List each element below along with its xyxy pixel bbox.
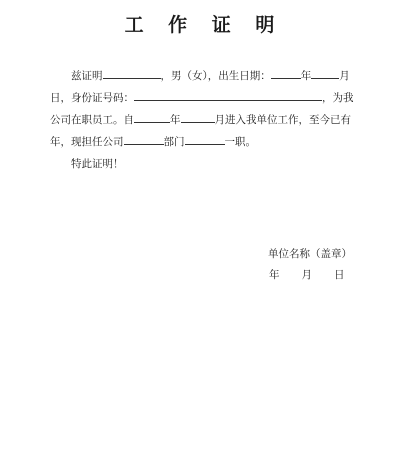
signature-date	[269, 264, 345, 286]
birth-month-blank	[311, 67, 339, 79]
employee-text: 公司在职员工。自	[50, 114, 134, 126]
body-line-3	[50, 109, 360, 131]
birth-year-blank	[271, 67, 301, 79]
position-blank	[185, 133, 225, 145]
sign-month-label: 月	[301, 269, 312, 281]
closing-line	[50, 153, 360, 175]
unit-name-label: 单位名称（盖章）	[268, 248, 352, 260]
id-label: 日，身份证号码：	[50, 92, 134, 104]
intro-text: 兹证明	[71, 70, 103, 82]
start-month-blank	[181, 111, 215, 123]
start-month-text: 月进入我单位工作，至今已有	[214, 114, 351, 126]
department-blank	[124, 133, 164, 145]
start-year-blank	[134, 111, 170, 123]
year-label: 年	[300, 70, 312, 82]
page-title: 工 作 证 明	[124, 14, 284, 36]
start-year-label: 年	[170, 114, 181, 126]
body-line-2	[50, 87, 360, 109]
line2-suffix: ，为我	[322, 92, 354, 104]
id-number-blank	[134, 89, 322, 101]
body-line-4	[50, 131, 360, 153]
sign-day-label: 日	[334, 269, 345, 281]
certificate-body	[50, 65, 360, 175]
position-label: 一职。	[224, 136, 256, 148]
sign-year-label: 年	[269, 269, 280, 281]
department-label: 部门	[163, 136, 185, 148]
tenure-text: 年，现担任公司	[50, 136, 124, 148]
name-blank	[103, 67, 161, 79]
gender-birth-text: ，男（女），出生日期：	[160, 70, 271, 82]
month-label: 月	[339, 70, 350, 82]
body-line-1	[50, 65, 360, 87]
closing-text: 特此证明！	[71, 158, 124, 170]
